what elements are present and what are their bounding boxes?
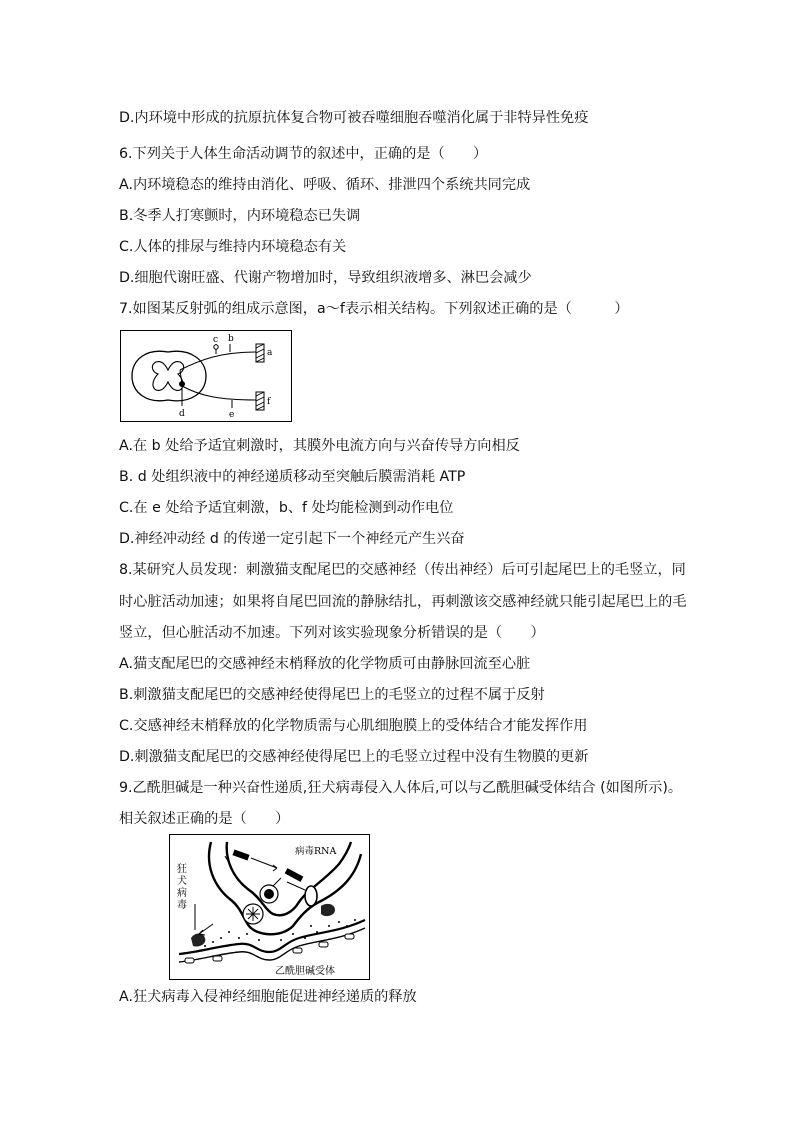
rabies-virus-char-1: 狂 (177, 864, 187, 875)
option-7c: C.在 e 处给予适宜刺激，b、f 处均能检测到动作电位 (119, 500, 454, 516)
rabies-virus-char-3: 病 (177, 888, 187, 899)
option-7d: D.神经冲动经 d 的传递一定引起下一个神经元产生兴奋 (119, 531, 465, 547)
question-8-line-3: 竖立，但心脏活动不加速。下列对该实验现象分析错误的是（ ） (119, 625, 545, 641)
label-c: c (213, 335, 219, 345)
reflex-arc-figure (120, 330, 292, 422)
option-8a: A.猫支配尾巴的交感神经末梢释放的化学物质可由静脉回流至心脏 (119, 656, 531, 672)
option-6b: B.冬季人打寒颤时，内环境稳态已失调 (119, 208, 361, 224)
question-6: 6.下列关于人体生命活动调节的叙述中，正确的是（ ） (119, 146, 488, 162)
option-9a: A.狂犬病毒入侵神经细胞能促进神经递质的释放 (119, 989, 417, 1005)
label-e: e (229, 410, 235, 420)
label-a: a (267, 348, 273, 358)
question-9-line-2: 相关叙述正确的是（ ） (119, 811, 290, 827)
question-7: 7.如图某反射弧的组成示意图，a～f表示相关结构。下列叙述正确的是（ ） (119, 301, 629, 317)
label-f: f (267, 397, 271, 407)
question-9-line-1: 9.乙酰胆碱是一种兴奋性递质,狂犬病毒侵入人体后,可以与乙酰胆碱受体结合 (如图所示)。 (119, 780, 683, 796)
synapse-figure (169, 834, 370, 980)
option-6a: A.内环境稳态的维持由消化、呼吸、循环、排泄四个系统共同完成 (119, 177, 531, 193)
label-d: d (179, 409, 185, 419)
label-b: b (228, 334, 234, 344)
virus-rna-label: 病毒RNA (295, 846, 337, 857)
option-8d: D.刺激猫支配尾巴的交感神经使得尾巴上的毛竖立过程中没有生物膜的更新 (119, 749, 589, 765)
question-8-line-1: 8.某研究人员发现：刺激猫支配尾巴的交感神经（传出神经）后可引起尾巴上的毛竖立，同 (119, 562, 686, 578)
option-8c: C.交感神经末梢释放的化学物质需与心肌细胞膜上的受体结合才能发挥作用 (119, 718, 588, 734)
option-7b: B. d 处组织液中的神经递质移动至突触后膜需消耗 ATP (119, 469, 466, 485)
option-6c: C.人体的排尿与维持内环境稳态有关 (119, 239, 347, 255)
option-8b: B.刺激猫支配尾巴的交感神经使得尾巴上的毛竖立的过程不属于反射 (119, 687, 545, 703)
question-8-line-2: 时心脏活动加速；如果将自尾巴回流的静脉结扎，再刺激该交感神经就只能引起尾巴上的毛 (119, 594, 687, 610)
option-7a: A.在 b 处给予适宜刺激时，其膜外电流方向与兴奋传导方向相反 (119, 438, 520, 454)
option-6d: D.细胞代谢旺盛、代谢产物增加时，导致组织液增多、淋巴会减少 (119, 270, 532, 286)
rabies-virus-char-2: 犬 (177, 876, 187, 887)
rabies-virus-char-4: 毒 (177, 900, 187, 911)
ach-receptor-label: 乙酰胆碱受体 (275, 966, 335, 977)
option-5d: D.内环境中形成的抗原抗体复合物可被吞噬细胞吞噬消化属于非特异性免疫 (119, 110, 589, 126)
